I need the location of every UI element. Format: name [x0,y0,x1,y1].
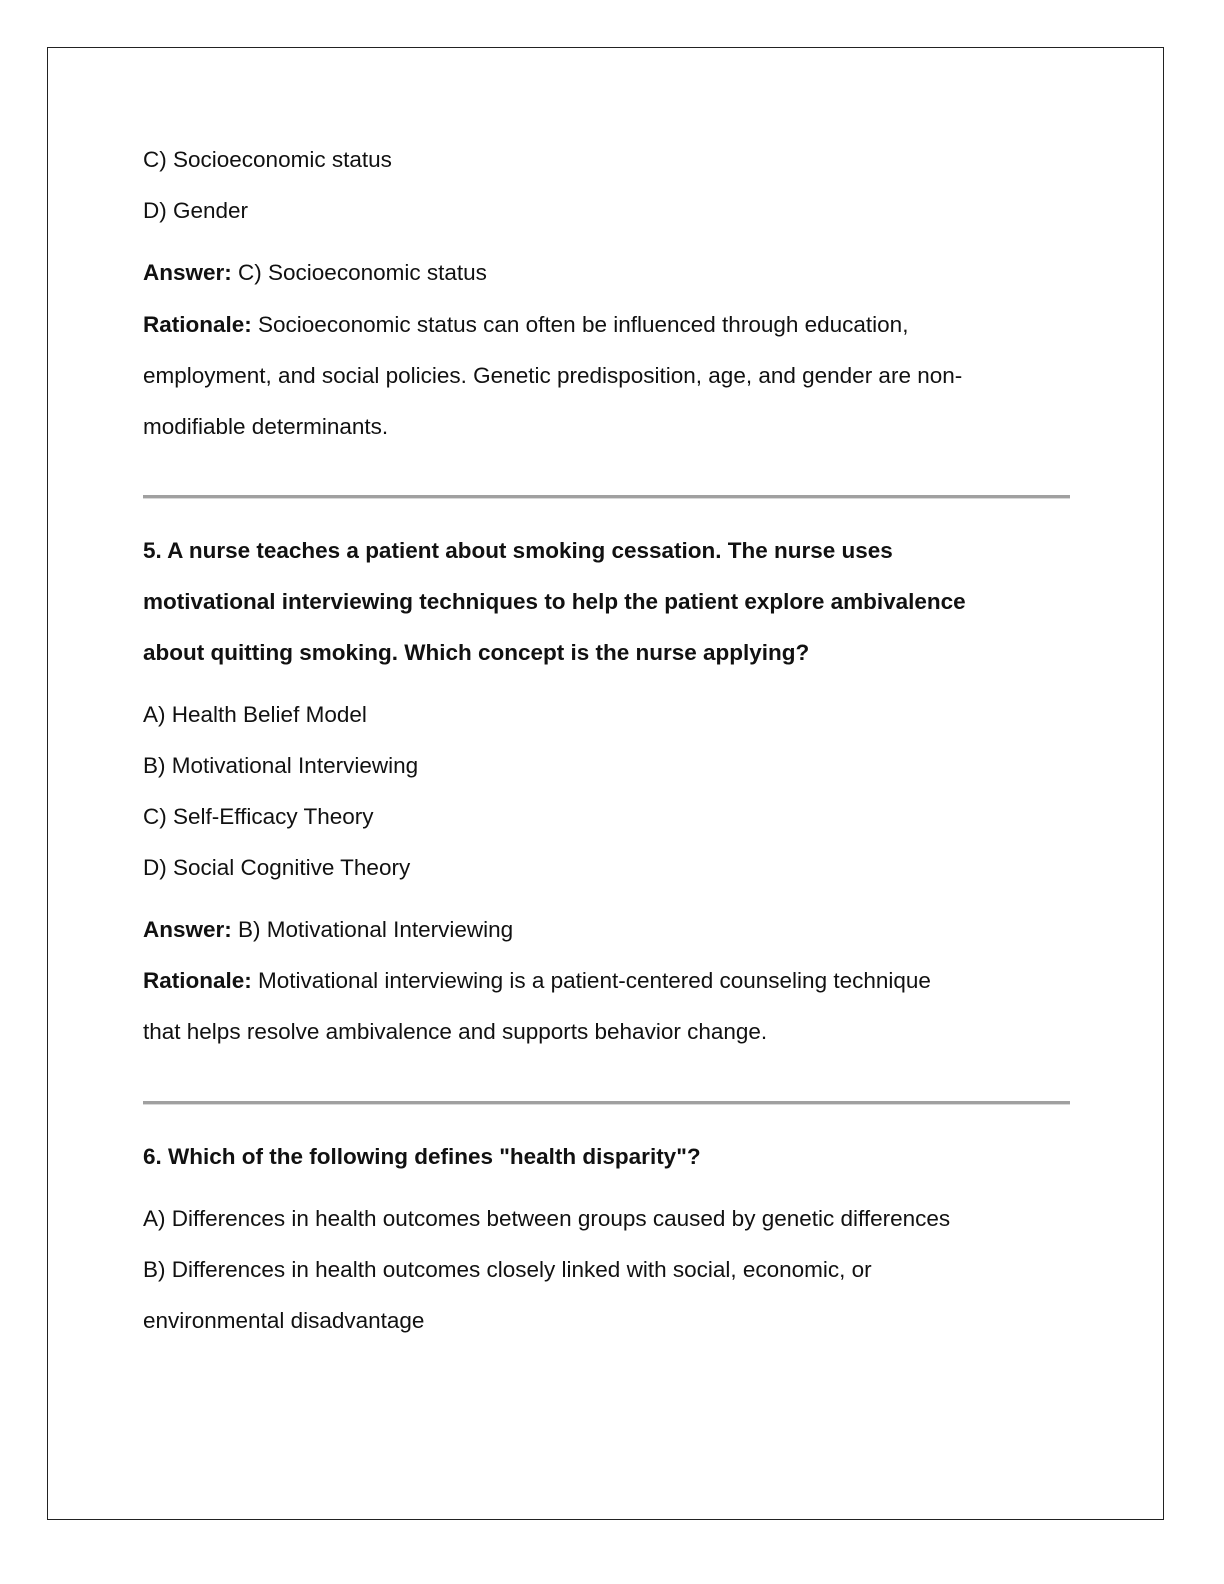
rationale-text: Motivational interviewing is a patient-centered counseling technique [251,968,931,993]
rationale-label: Rationale: [143,312,252,337]
q5-question: motivational interviewing techniques to help the patient explore ambivalence [143,589,966,614]
q5-rationale [143,966,931,996]
q4-rationale [143,310,908,340]
q4-rationale-line: employment, and social policies. Genetic predisposition, age, and gender are non- [143,363,963,388]
q5-question: about quitting smoking. Which concept is the nurse applying? [143,640,810,665]
answer-text: B) Motivational Interviewing [231,917,514,942]
answer-label: Answer: [143,260,232,285]
q6-option-b-cont: environmental disadvantage [143,1308,425,1333]
q4-answer [143,258,487,288]
q5-option-c: C) Self-Efficacy Theory [143,804,374,829]
q4-rationale-line: modifiable determinants. [143,414,389,439]
q6-question: 6. Which of the following defines "health disparity"? [143,1144,701,1169]
divider [143,1101,1070,1105]
q6-option-b: B) Differences in health outcomes closely linked with social, economic, or [143,1257,872,1282]
q5-option-a: A) Health Belief Model [143,702,367,727]
divider [143,495,1070,499]
q5-option-d: D) Social Cognitive Theory [143,855,411,880]
q5-answer [143,915,513,945]
answer-label: Answer: [143,917,232,942]
q4-option-d: D) Gender [143,198,249,223]
q5-option-b: B) Motivational Interviewing [143,753,419,778]
q4-option-c: C) Socioeconomic status [143,147,392,172]
rationale-label: Rationale: [143,968,252,993]
rationale-text: Socioeconomic status can often be influenced through education, [251,312,909,337]
answer-text: C) Socioeconomic status [231,260,487,285]
q6-option-a: A) Differences in health outcomes between groups caused by genetic differences [143,1206,951,1231]
q5-question: 5. A nurse teaches a patient about smoking cessation. The nurse uses [143,538,893,563]
q5-rationale-line: that helps resolve ambivalence and supports behavior change. [143,1019,768,1044]
